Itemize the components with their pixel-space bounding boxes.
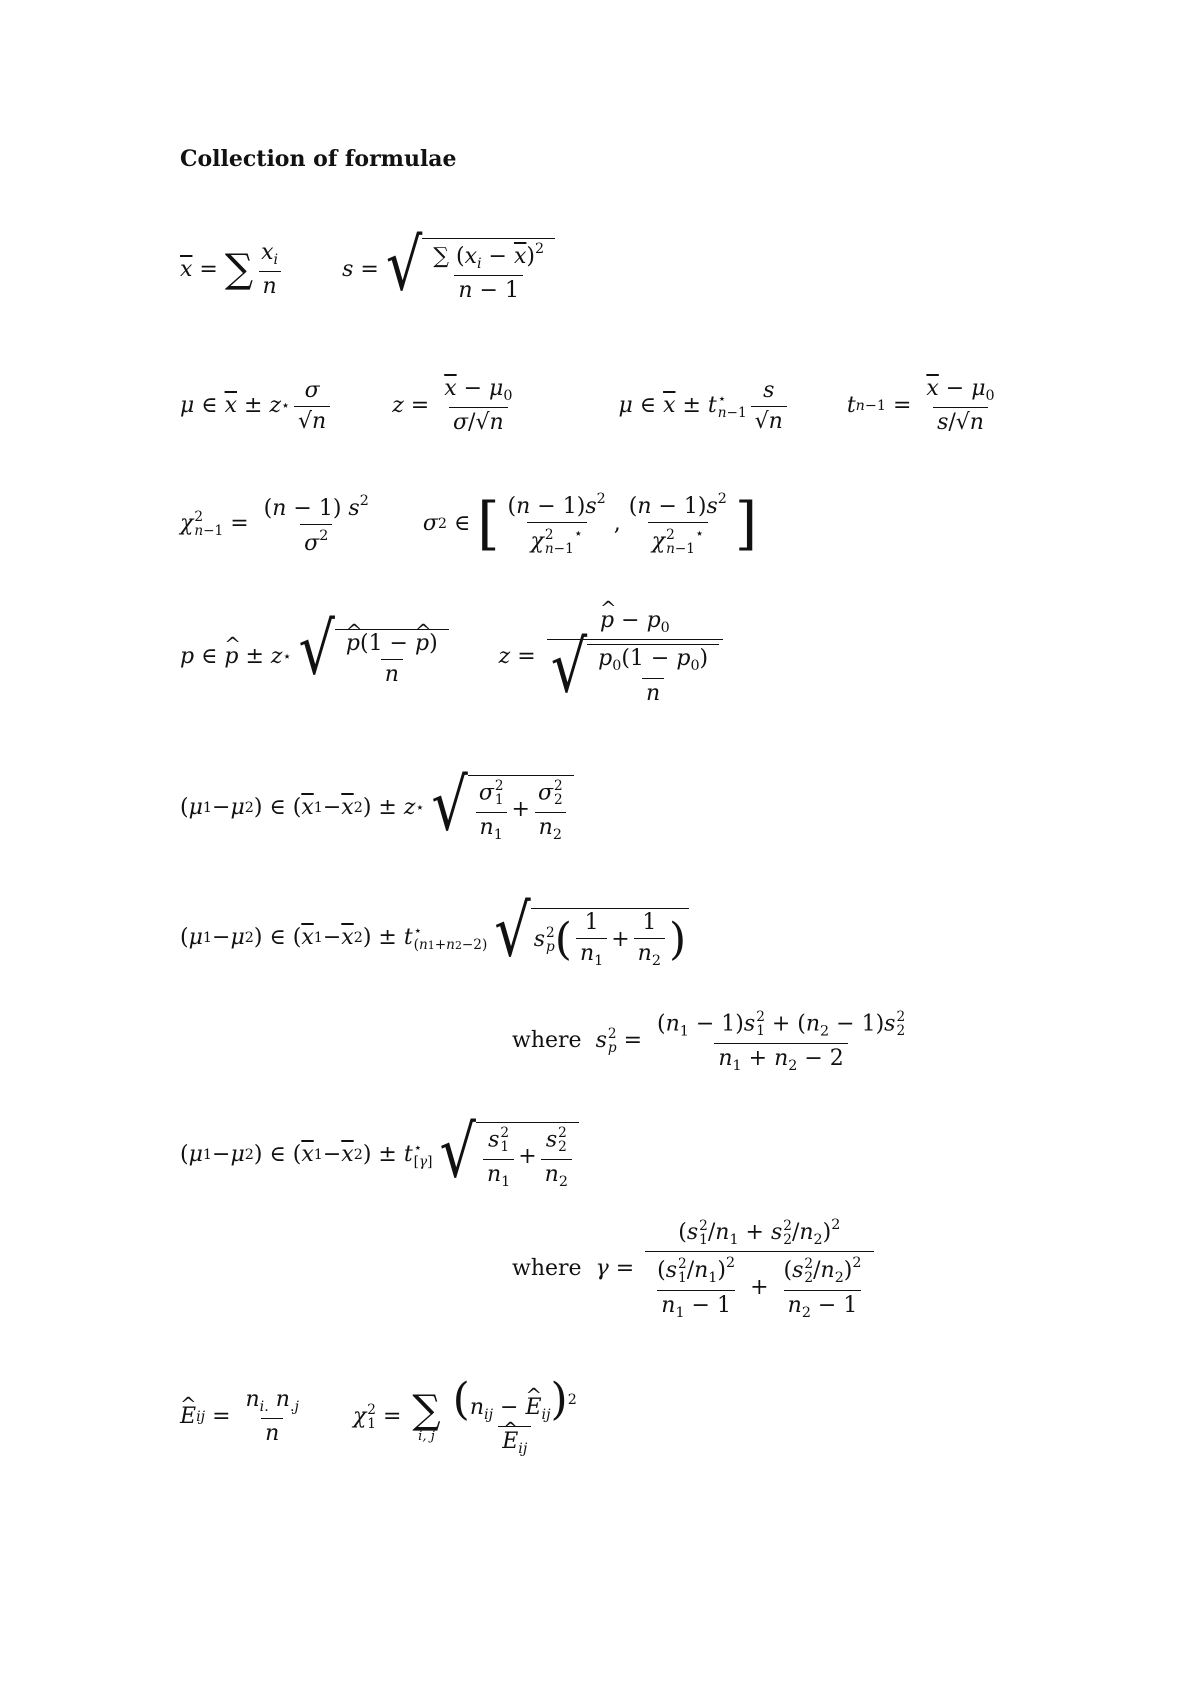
formula-diff-means-welch: ( μ 1 − μ 2 ) ∈ ( $\overline{x}$ 1 − $\overline{x}$ 2 ) ± t ⋆ [γ] √ s 2 1 $n_1$ + s 2 2 $n_2$: [180, 1122, 579, 1189]
where-label-2: where: [512, 1255, 582, 1281]
where-label: where: [512, 1028, 582, 1054]
formula-pooled-variance: where s 2 p = $(n_1 - 1)s$ 2 1 + $(n_2 - 1)s$ 2 2 $n_1 + n_2 - 2$: [512, 1009, 906, 1074]
formula-diff-means-pooled: ( μ 1 − μ 2 ) ∈ ( $\overline{x}$ 1 − $\overline{x}$ 2 ) ± t ⋆ (n1+n2−2) √ s 2 p ( $\frac{1}{n_1}$ + $\frac{1}{n_2}$ ): [180, 908, 689, 968]
formula-diff-means-z: ( μ 1 − μ 2 ) ∈ ( $\overline{x}$ 1 − $\overline{x}$ 2 ) ± z ⋆ √ σ 2 1 $n_1$ + σ 2 2 $n_2$: [180, 775, 574, 842]
formula-chisq-independence: ^ E ij = $\frac{n_{i.} n_{.j}}{n}$ χ 2 1 = ∑ i, j ($n_{ij}$ − ^ $E_{ij})^2$ ^ $E_{ij}$: [180, 1378, 585, 1457]
formula-proportion: p ∈ ^ p ± z ⋆ √ ^ $\frac{p(1 - \^{} p)}{n}$ z = ^ $p - p_0$ √ $\frac{p_0(1 - p_0)}{n}$: [180, 610, 727, 705]
formula-variance-chisq: χ 2 n−1 = $\frac{(n - 1) s^2}{\sigma^2}$ σ 2 ∈ [ $(n - 1)s^2$ χ 2 n−1 ⋆ , $(n - 1)s^2$ χ 2 n−1 ⋆ ]: [180, 490, 758, 557]
formula-welch-df: where γ = (s 2 1 $/n_1 + s$ 2 2 $/n_2)^2$ (s 2 1 $/n_1)^2$ $n_1 - 1$ + (s 2 2 $/n_2)^2$ $n_2 - 1$: [512, 1218, 878, 1320]
page-title: Collection of formulae: [180, 146, 457, 172]
formula-mean-intervals: μ ∈ $\overline{x}$ ± z ⋆ $\frac{\sigma}{√n}$ z = $\frac{\overline{x} - \mu_0}{\sigma/√n}$ μ ∈ $\overline{x}$ ± t ⋆ n−1 $\frac{s}{√n}$ t n−1 = $\frac{\overline{x} - \mu_0}{s/√n}$: [180, 376, 995, 436]
formula-mean-stddev: $\overline{x}$ = ∑ $\frac{x_i}{n}$ s = √ $\frac{\sum (x_i - \overline{x})^2}{n - 1}$: [180, 238, 555, 302]
